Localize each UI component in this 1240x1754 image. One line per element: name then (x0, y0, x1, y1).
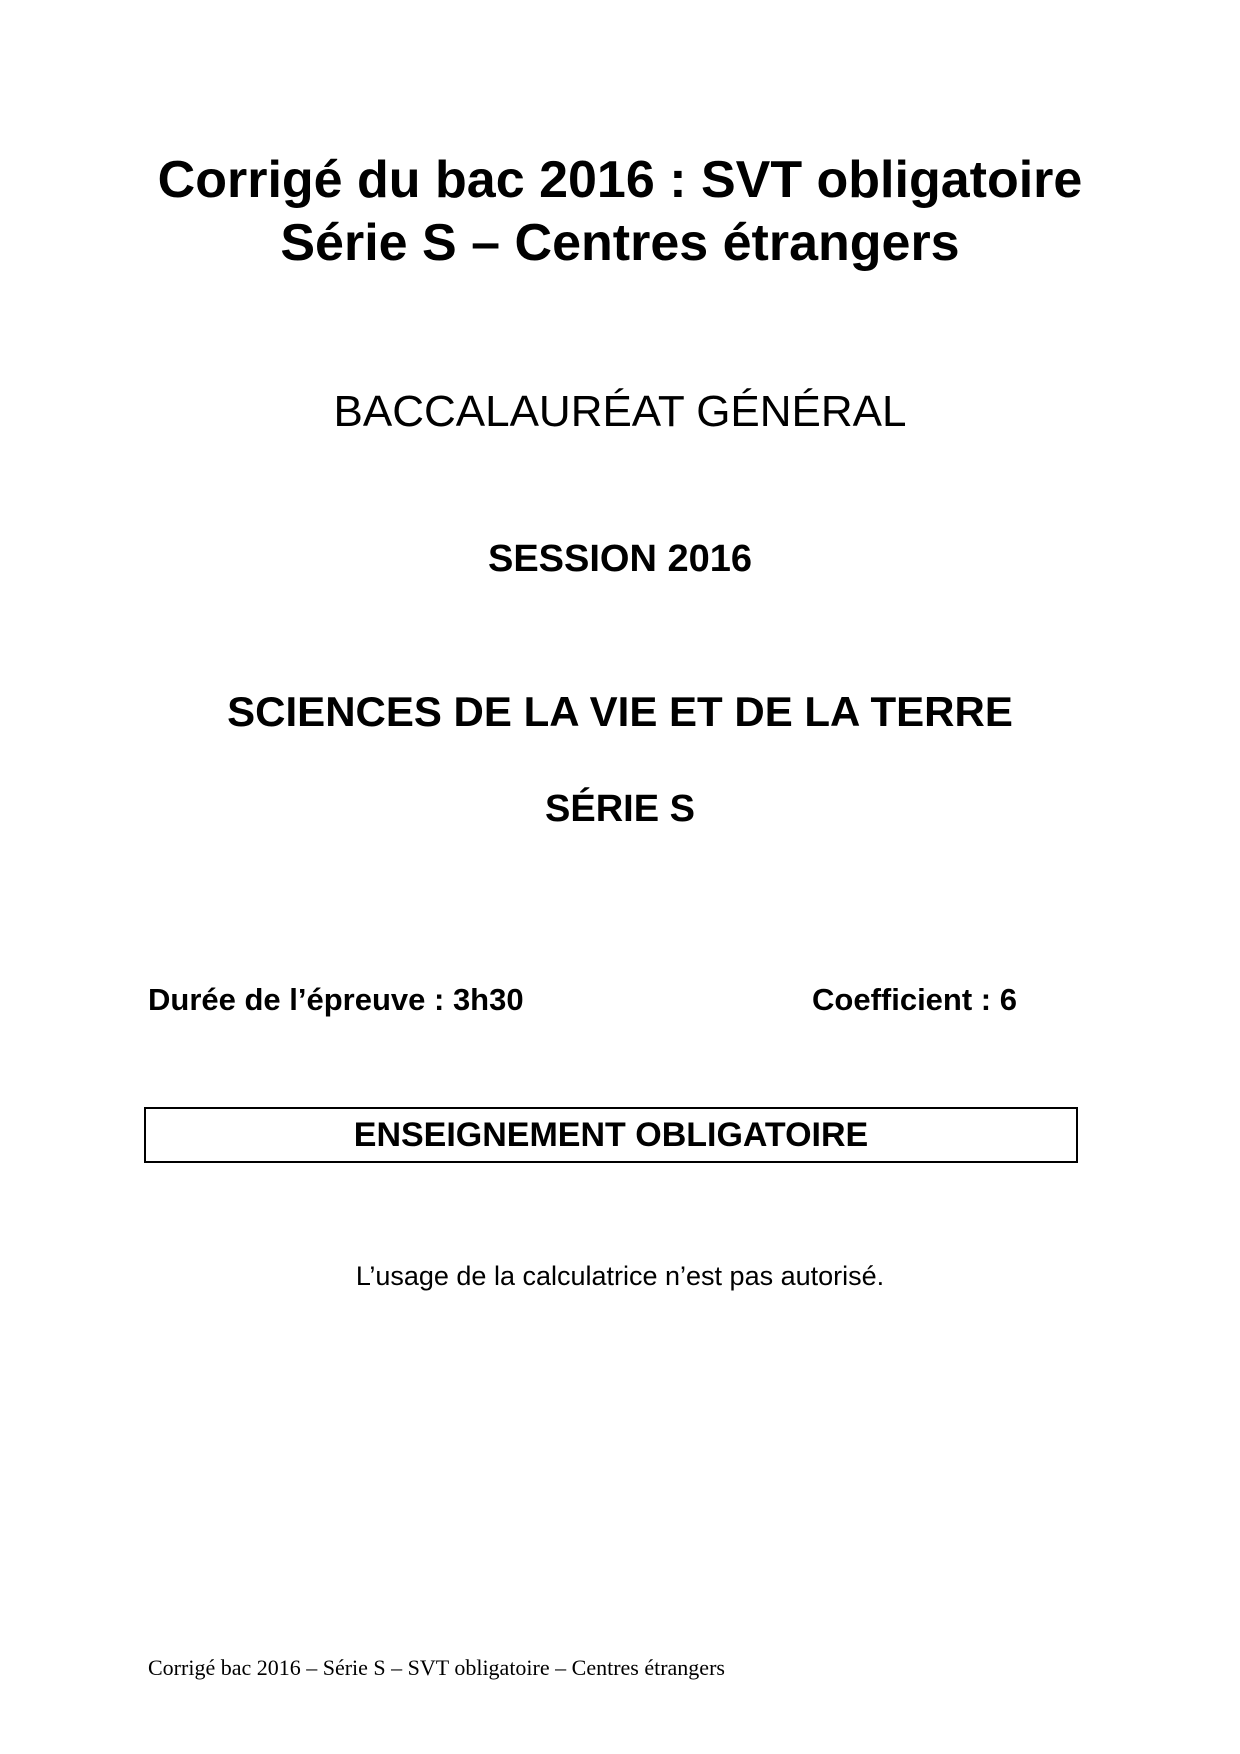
exam-coefficient: Coefficient : 6 (812, 982, 1017, 1017)
calculator-note: L’usage de la calculatrice n’est pas autorisé. (355, 1261, 885, 1291)
teaching-type-box: ENSEIGNEMENT OBLIGATOIRE (144, 1107, 1078, 1163)
document-title-line-1: Corrigé du bac 2016 : SVT obligatoire (157, 151, 1083, 209)
exam-name: BACCALAURÉAT GÉNÉRAL (333, 387, 907, 436)
subject-heading: SCIENCES DE LA VIE ET DE LA TERRE (227, 688, 1013, 735)
series-heading: SÉRIE S (545, 788, 695, 830)
session-heading: SESSION 2016 (487, 538, 753, 580)
exam-duration: Durée de l’épreuve : 3h30 (148, 982, 524, 1017)
document-title-line-2: Série S – Centres étrangers (280, 214, 960, 272)
page-footer: Corrigé bac 2016 – Série S – SVT obligatoire – Centres étrangers (148, 1655, 725, 1680)
